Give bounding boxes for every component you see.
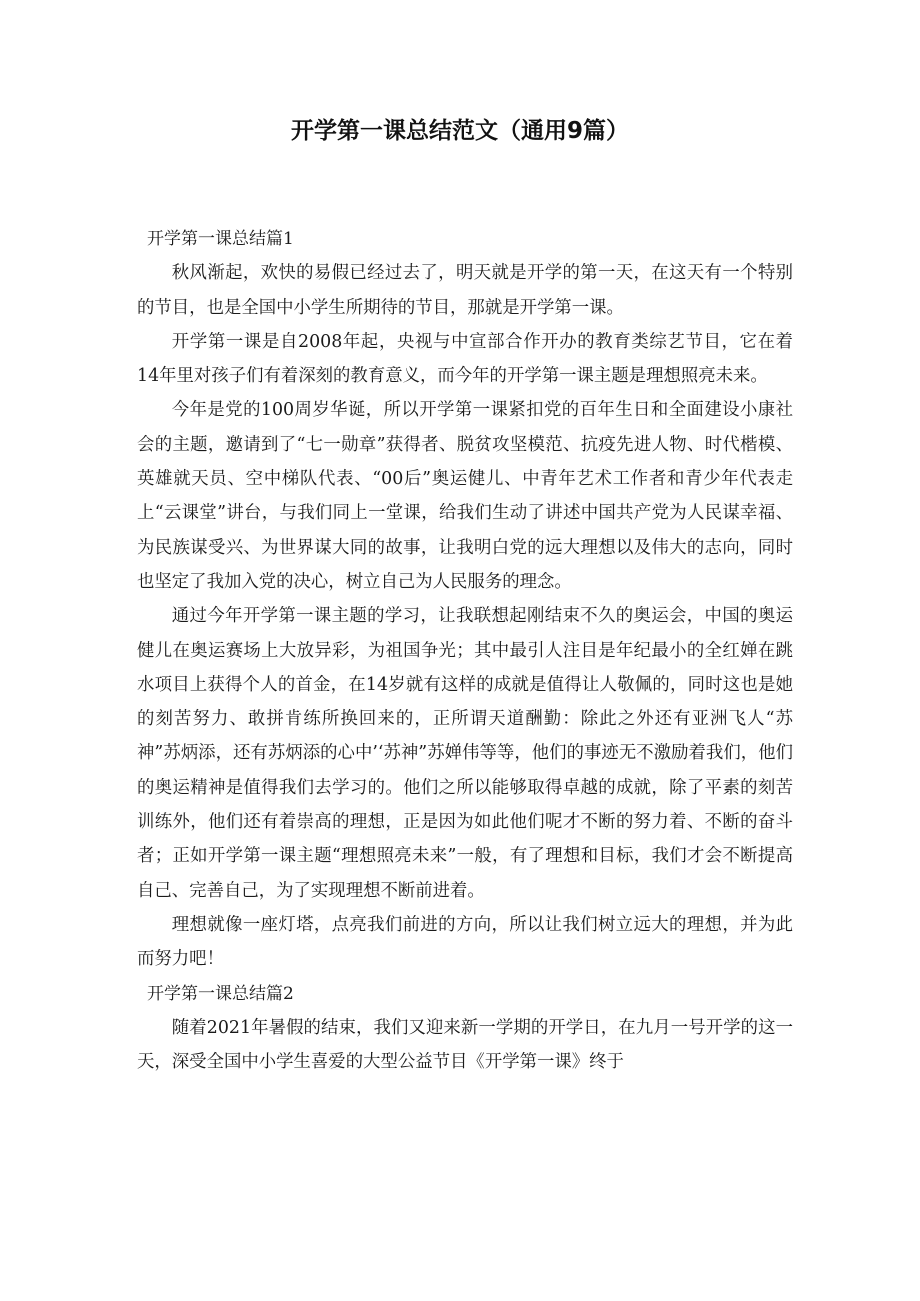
document-title: 开学第一课总结范文（通用9篇） <box>290 118 629 144</box>
paragraph: 随着2021年暑假的结束，我们又迎来新一学期的开学日，在九月一号开学的这一天，深受全国中小学生喜爱的大型公益节目《开学第一课》终于 <box>137 1017 793 1073</box>
paragraph: 今年是党的100周岁华诞，所以开学第一课紧扣党的百年生日和全面建设小康社会的主题，邀请到了“七一勋章”获得者、脱贫攻坚模范、抗疫先进人物、时代楷模、英雄就天员、空中梯队代表、“00后”奥运健儿、中青年艺术工作者和青少年代表走上“云课堂”讲台，与我们同上一堂课，给我们生动了讲述中国共产党为人民谋幸福、为民族谋受兴、为世界谋大同的故事，让我明白党的远大理想以及伟大的志向，同时也坚定了我加入党的决心，树立自己为人民服务的理念。 <box>137 400 793 592</box>
document-body <box>137 222 793 1079</box>
paragraph: 秋风渐起，欢快的易假已经过去了，明天就是开学的第一天，在这天有一个特别的节目，也是全国中小学生所期待的节目，那就是开学第一课。 <box>137 263 793 318</box>
paragraph: 理想就像一座灯塔，点亮我们前进的方向，所以让我们树立远大的理想，并为此而努力吧！ <box>137 914 793 970</box>
section-heading: 开学第一课总结篇1 <box>147 229 294 249</box>
paragraph: 通过今年开学第一课主题的学习，让我联想起刚结束不久的奥运会，中国的奥运健儿在奥运赛场上大放异彩，为祖国争光；其中最引人注目是年纪最小的全红婵在跳水项目上获得个人的首金，在14岁就有这样的成就是值得让人敬佩的，同时这也是她的刻苦努力、敢拼肯练所换回来的，正所谓天道酬勤：除此之外还有亚洲飞人“苏神”苏炳添，还有苏炳添的心中’‘苏神”苏婵伟等等，他们的事迹无不激励着我们，他们的奥运精神是值得我们去学习的。他们之所以能够取得卓越的成就，除了平素的刻苦训练外，他们还有着崇高的理想，正是因为如此他们呢才不断的努力着、不断的奋斗者；正如开学第一课主题“理想照亮未来”一般，有了理想和目标，我们才会不断提高自己、完善自己，为了实现理想不断前进着。 <box>137 606 793 901</box>
paragraph: 开学第一课是自2008年起，央视与中宣部合作开办的教育类综艺节目，它在着14年里对孩子们有着深刻的教育意义，而今年的开学第一课主题是理想照亮未来。 <box>137 331 793 387</box>
section-heading: 开学第一课总结篇2 <box>147 983 294 1004</box>
